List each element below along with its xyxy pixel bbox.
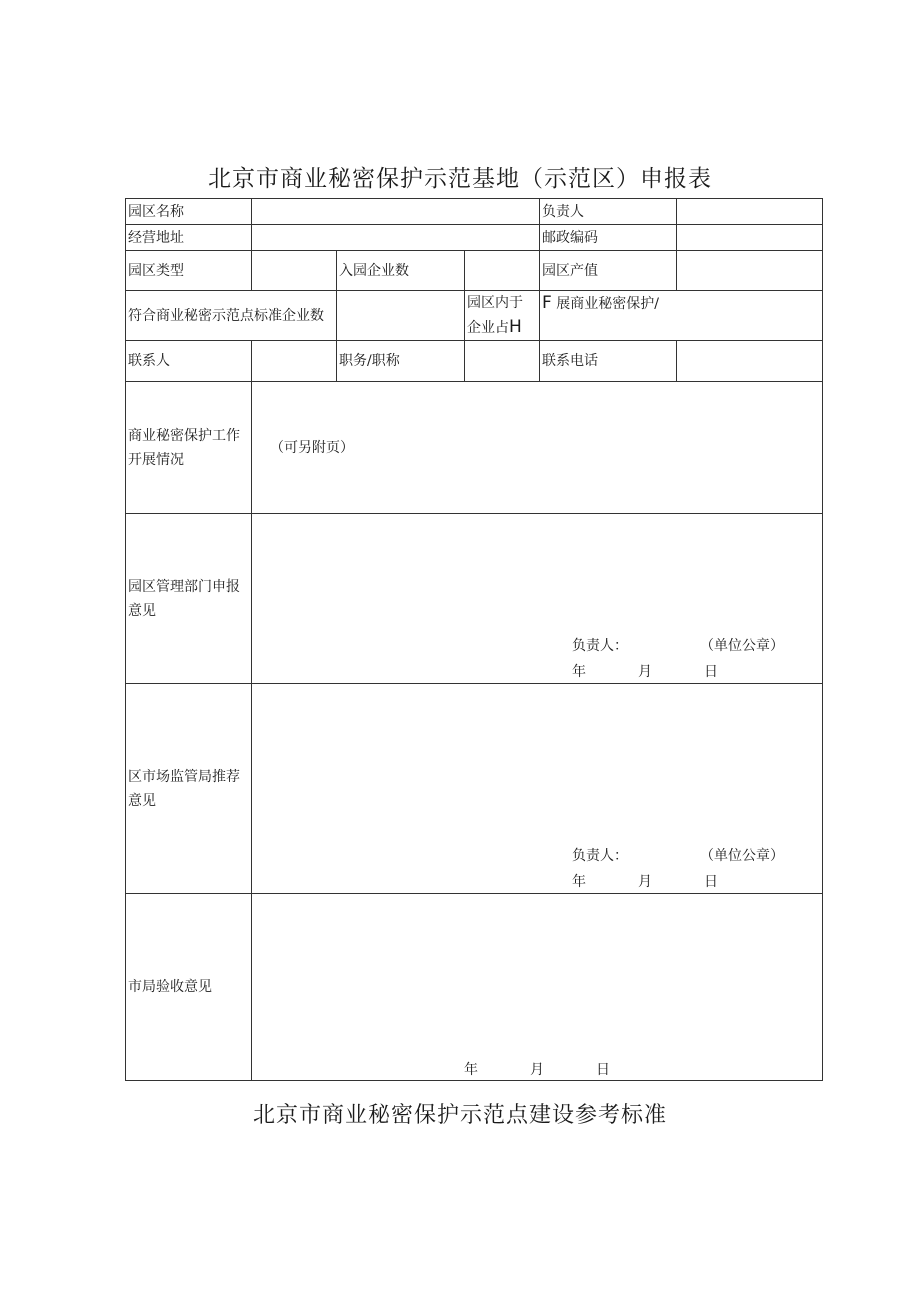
label-postal-code: 邮政编码: [540, 225, 677, 251]
park-name-field[interactable]: [252, 199, 540, 225]
seal-label: （单位公章）: [700, 848, 784, 864]
park-dept-opinion-field[interactable]: [252, 514, 823, 684]
sign-person-label: 负责人：: [572, 848, 628, 864]
postal-code-field[interactable]: [677, 225, 823, 251]
label-qualified-count: 符合商业秘密示范点标准企业数: [126, 291, 337, 341]
month-label: 月: [638, 664, 652, 680]
label-district-opinion: 区市场监管局推荐意见: [126, 684, 252, 894]
label-park-type: 园区类型: [126, 251, 252, 291]
month-label: 月: [638, 874, 652, 890]
label-park-dept-opinion: 园区管理部门申报意见: [126, 514, 252, 684]
phone-field[interactable]: [677, 341, 823, 382]
qualified-count-field[interactable]: [337, 291, 465, 341]
year-label: 年: [572, 874, 586, 890]
label-phone: 联系电话: [540, 341, 677, 382]
year-label: 年: [572, 664, 586, 680]
label-enterprise-ratio: 园区内于 企业占H: [465, 291, 540, 341]
label-park-output: 园区产值: [540, 251, 677, 291]
day-label: 日: [596, 1062, 610, 1078]
address-field[interactable]: [252, 225, 540, 251]
label-address: 经营地址: [126, 225, 252, 251]
city-opinion-field[interactable]: [252, 894, 823, 1081]
sign-person-label: 负责人：: [572, 638, 628, 654]
enterprise-count-field[interactable]: [465, 251, 540, 291]
seal-label: （单位公章）: [700, 638, 784, 654]
month-label: 月: [530, 1062, 544, 1078]
label-city-opinion: 市局验收意见: [126, 894, 252, 1081]
year-label: 年: [464, 1062, 478, 1078]
label-person-in-charge: 负责人: [540, 199, 677, 225]
label-enterprise-count: 入园企业数: [337, 251, 465, 291]
contact-field[interactable]: [252, 341, 337, 382]
day-label: 日: [704, 874, 718, 890]
section-subtitle: 北京市商业秘密保护示范点建设参考标准: [252, 1103, 667, 1128]
label-work-status: 商业秘密保护工作开展情况: [126, 382, 252, 514]
attach-note: （可另附页）: [270, 439, 354, 456]
position-field[interactable]: [465, 341, 540, 382]
day-label: 日: [704, 664, 718, 680]
work-status-field[interactable]: [252, 382, 823, 514]
label-work-development: F 展商业秘密保护/: [540, 291, 823, 341]
label-position: 职务/职称: [337, 341, 465, 382]
application-form-table: [125, 198, 823, 1081]
page-title: 北京市商业秘密保护示范基地（示范区）申报表: [208, 166, 712, 192]
label-park-name: 园区名称: [126, 199, 252, 225]
park-type-field[interactable]: [252, 251, 337, 291]
person-in-charge-field[interactable]: [677, 199, 823, 225]
park-output-field[interactable]: [677, 251, 823, 291]
label-contact: 联系人: [126, 341, 252, 382]
district-opinion-field[interactable]: [252, 684, 823, 894]
